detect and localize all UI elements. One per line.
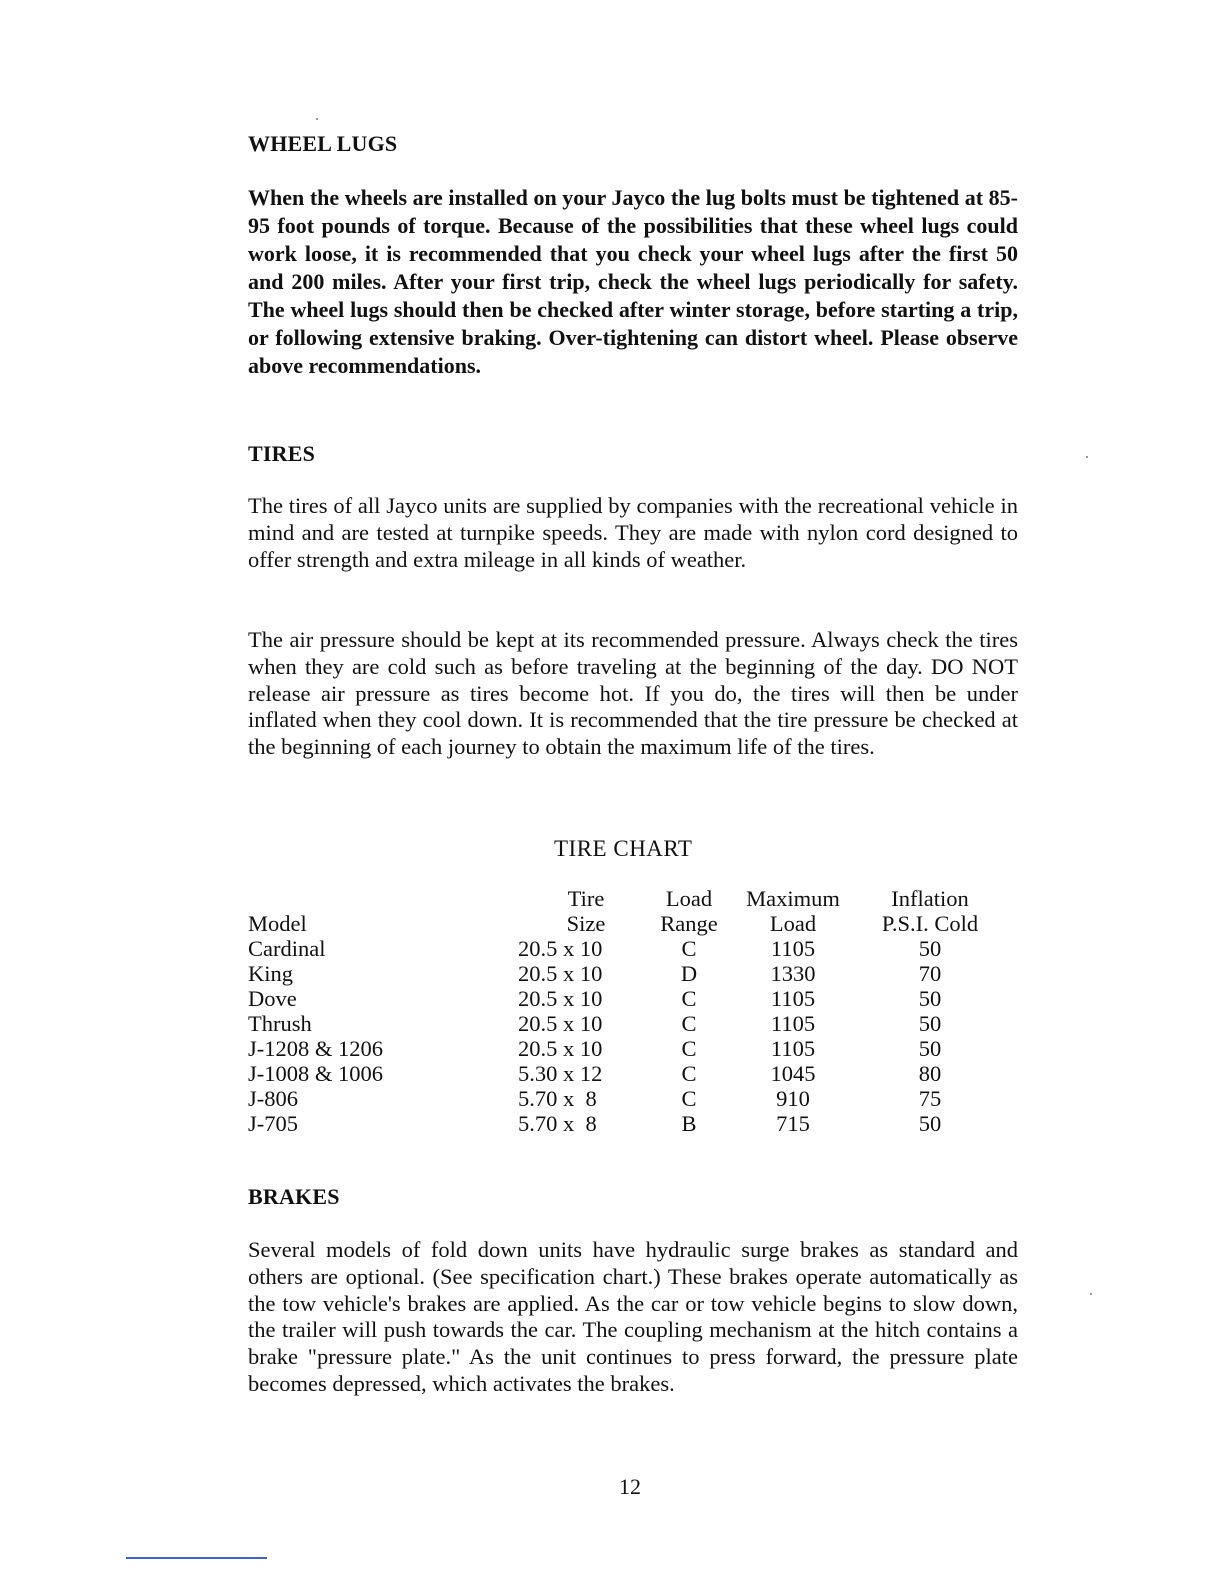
scan-speck [1090,1293,1092,1295]
header-range: Range [660,911,718,936]
cell-size: 20.5 x 10 [518,1011,603,1036]
cell-range: C [681,1061,697,1086]
table-row [248,961,998,986]
cell-model: King [248,961,293,986]
cell-inflation: 75 [918,1086,942,1111]
cell-range: C [681,986,697,1011]
scan-speck [316,118,318,120]
paragraph-tires-1: The tires of all Jayco units are supplied by companies with the recreational vehicle in mind and are tested at turnpike speeds. They are made with nylon cord designed to offer strength and extra mileage in all kinds of weather. [248,493,1018,572]
cell-model: J-1208 & 1206 [248,1036,383,1061]
header-maximum: Maximum [746,886,840,911]
cell-range: C [681,1036,697,1061]
cell-max-load: 1045 [770,1061,816,1086]
table-row [248,1111,998,1136]
cell-size: 20.5 x 10 [518,961,603,986]
cell-range: B [681,1111,697,1136]
paragraph-brakes: Several models of fold down units have hydraulic surge brakes as standard and others are optional. (See specification chart.) These brakes operate automatically as the tow vehicle's brakes are applied. As the car or tow vehicle begins to slow down, the trailer will push towards the car. The coupling mechanism at the hitch contains a brake "pressure plate." As the unit continues to press forward, the pressure plate becomes depressed, which activates the brakes. [248,1237,1018,1396]
cell-model: J-705 [248,1111,298,1136]
cell-model: J-806 [248,1086,298,1111]
cell-size: 20.5 x 10 [518,1036,603,1061]
cell-inflation: 70 [918,961,942,986]
header-tire: Tire [567,886,605,911]
cell-size: 20.5 x 10 [518,986,603,1011]
table-row [248,1086,998,1111]
table-row [248,986,998,1011]
cell-inflation: 50 [918,1011,942,1036]
cell-model: J-1008 & 1006 [248,1061,383,1086]
cell-inflation: 50 [918,936,942,961]
header-psi-cold: P.S.I. Cold [881,911,979,936]
header-load-1: Load [665,886,713,911]
cell-inflation: 50 [918,1036,942,1061]
cell-size: 5.70 x 8 [518,1086,597,1111]
cell-size: 20.5 x 10 [518,936,603,961]
header-size: Size [566,911,606,936]
table-row [248,1011,998,1036]
cell-range: D [680,961,698,986]
cell-max-load: 1105 [770,936,816,961]
header-inflation: Inflation [891,886,969,911]
heading-tires: TIRES [248,441,316,466]
paragraph-wheel-lugs: When the wheels are installed on your Jayco the lug bolts must be tightened at 85-95 foot pounds of torque. Because of the possibilities that these wheel lugs could work loose, it is recommended that you check your wheel lugs after the first 50 and 200 miles. After your first trip, check the wheel lugs periodically for safety. The wheel lugs should then be checked after winter storage, before starting a trip, or following extensive braking. Over-tightening can distort wheel. Please observe above recommendations. [248,185,1018,378]
table-row [248,1061,998,1086]
heading-brakes: BRAKES [248,1184,340,1209]
page-number: 12 [619,1474,641,1499]
cell-inflation: 50 [918,986,942,1011]
cell-range: C [681,1011,697,1036]
cell-size: 5.70 x 8 [518,1111,597,1136]
paragraph-tires-2: The air pressure should be kept at its recommended pressure. Always check the tires when they are cold such as before traveling at the beginning of the day. DO NOT release air pressure as tires become hot. If you do, the tires will then be under inflated when they cool down. It is recommended that the tire pressure be checked at the beginning of each journey to obtain the maximum life of the tires. [248,627,1018,760]
cell-max-load: 715 [776,1111,810,1136]
cell-range: C [681,1086,697,1111]
footnote-rule [126,1557,267,1559]
cell-inflation: 80 [918,1061,942,1086]
cell-max-load: 1105 [770,1011,816,1036]
tire-chart-table [248,886,998,1136]
cell-size: 5.30 x 12 [518,1061,603,1086]
cell-inflation: 50 [918,1111,942,1136]
cell-max-load: 910 [776,1086,810,1111]
cell-range: C [681,936,697,961]
tire-chart-header-row-1 [248,886,998,911]
tire-chart-title: TIRE CHART [554,836,693,861]
scan-speck [1086,456,1088,458]
cell-model: Cardinal [248,936,326,961]
cell-max-load: 1105 [770,1036,816,1061]
table-row [248,1036,998,1061]
cell-max-load: 1330 [770,961,816,986]
table-row [248,936,998,961]
cell-model: Thrush [248,1011,312,1036]
header-load-2: Load [769,911,817,936]
header-model: Model [248,911,307,936]
cell-model: Dove [248,986,297,1011]
cell-max-load: 1105 [770,986,816,1011]
heading-wheel-lugs: WHEEL LUGS [248,131,398,156]
tire-chart-header-row-2 [248,911,998,936]
